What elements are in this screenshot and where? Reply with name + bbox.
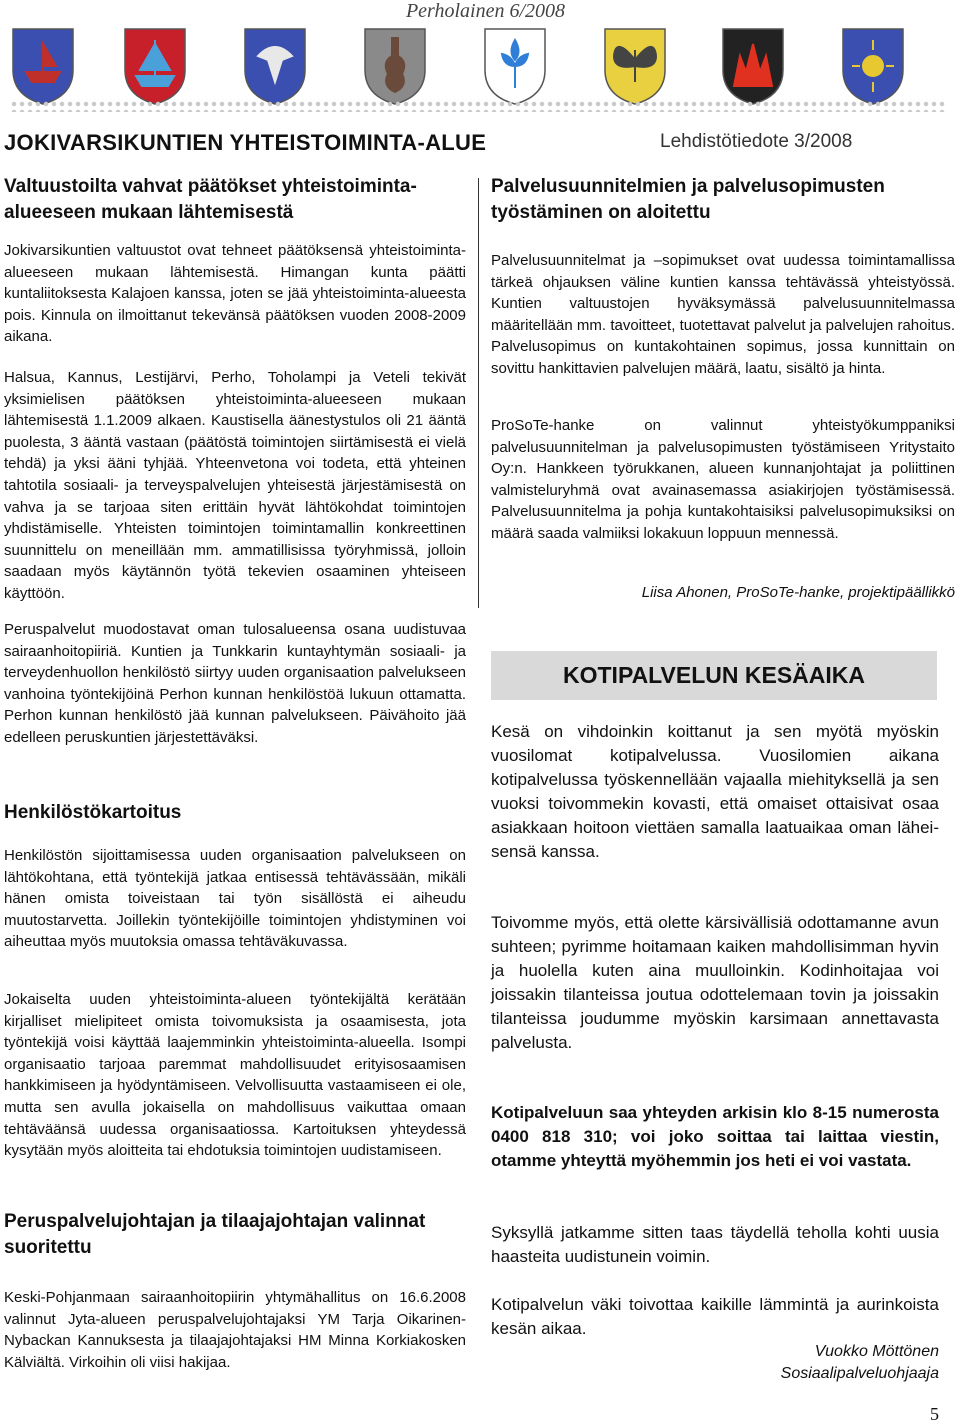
column-rule — [478, 178, 479, 608]
left-paragraph-5: Jokaiselta uuden yhteistoiminta-alueen työntekijältä kerätään kirjalliset mielipiteet omista toivomuksista ja osaamisesta, jota työntekijä voisi käyttää laajemminkin yhteistoiminta-alueella. Isompi organisaatio tarjoaa paremmat mahdollisuudet erityisosaamisen hankkimiseen ja hyödyntämiseen. Velvollisuutta vastaamiseen ei ole, mutta sen avulla jokaisella on mahdollisuus vaikuttaa omaan tehtäväänsä uudessa organisaatiossa. Kartoituksen yhteydessä kysytään myös aloitteita tai ehdotuksia toimintojen uudistamiseen. — [4, 991, 466, 1160]
left-heading-3: Peruspalvelujohtajan ja tilaajajohtajan valinnat suoritettu — [4, 1211, 426, 1258]
crest-ship-icon — [122, 26, 188, 106]
crest-butterfly-icon — [602, 26, 668, 106]
main-title: JOKIVARSIKUNTIEN YHTEISTOIMINTA-ALUE — [4, 130, 487, 155]
crest-sun-icon — [840, 26, 906, 106]
right-paragraph-1: Palvelusuunnitelmat ja –sopimukset ovat uudessa toimintamallissa tärkeä ohjauksen väline kuntien kanssa tehtävässä yhteistyössä. Kuntien valtuustojen hyväksymässä palvelusuunnitelmassa määritellään mm. tavoitteet, tuotettavat palvelut ja palvelujen rahoitus. Palvelusopimus on kuntakohtainen sopimus, jossa kunnittain on sovittu hankittavien palvelujen määrä, laatu, sisältö ja hinta. — [491, 252, 955, 377]
signature-name: Vuokko Möttönen — [814, 1343, 939, 1360]
crest-boat-icon — [10, 26, 76, 106]
kotipalvelu-paragraph-4: Syksyllä jatkamme sitten taas täydellä teholla kohti uusia haasteita uudistunein voimin. — [491, 1223, 939, 1266]
left-heading-2: Henkilöstökartoitus — [4, 802, 182, 823]
left-paragraph-1: Jokivarsikuntien valtuustot ovat tehneet päätöksensä yhteistoiminta-alueeseen mukaan lähtemisestä. Himangan kunta päätti kuntaliitoksesta Kalajoen kanssa, joten se jää yhteistoiminta-alueesta pois. Kinnula on ilmoittanut tekevänsä päätöksen vuoden 2008-2009 aikana. — [4, 242, 466, 346]
right-signature: Liisa Ahonen, ProSoTe-hanke, projektipäällikkö — [641, 584, 955, 601]
left-heading-1: Valtuustoilta vahvat päätökset yhteistoiminta-alueeseen mukaan lähtemisestä — [4, 176, 417, 223]
kotipalvelu-paragraph-2: Toivomme myös, että olette kärsivällisiä odottamanne avun suhteen; pyrimme hoitamaan kaiken mahdollisimman hyvin ja huolella kuten aina muulloinkin. Kodinhoitajaa voi joissakin tilanteissa joutua odottelemaan tovin ja joissakin tilanteissa joudumme myöskin karsimaan annettavasta palvelusta. — [491, 913, 939, 1052]
crest-violin-icon — [362, 26, 428, 106]
page-number: 5 — [930, 1404, 939, 1424]
kotipalvelu-paragraph-5: Kotipalvelun väki toivottaa kaikille lämmintä ja aurinkoista kesän aikaa. — [491, 1295, 939, 1338]
running-head: Perholainen 6/2008 — [405, 0, 565, 22]
crest-row — [10, 26, 946, 108]
crest-flower-icon — [482, 26, 548, 106]
box-title-text: KOTIPALVELUN KESÄAIKA — [563, 662, 865, 688]
left-paragraph-4: Henkilöstön sijoittamisessa uuden organisaation palvelukseen on lähtökohtana, että työntekijä jatkaa entisessä tehtävässään, mikäli hänen omista toiveistaan tai työn sisällöstä ei aiheudu muutostarvetta. Joillekin työntekijöille toimintojen yhdistyminen voi aiheuttaa myös muutoksia omassa tehtäväkuvassa. — [4, 847, 466, 951]
crest-bird-icon — [242, 26, 308, 106]
kotipalvelu-contact: Kotipalveluun saa yhteyden arkisin klo 8-15 numerosta 0400 818 310; voi joko soittaa tai laittaa viestin, otamme yhteyttä myöhemmin jos heti ei voi vastata. — [491, 1103, 939, 1170]
left-paragraph-3: Peruspalvelut muodostavat oman tulosalueensa osana uudistuvaa sairaanhoitopiiriä. Kuntien ja Tunkkarin kuntayhtymän sosiaali- ja terveydenhuollon henkilöstö siirtyy uuden organisaation palvelukseen vanhoina työntekijöinä Perhon kunnan henkilöstöä lukuun ottamatta. Perhon kunnan henkilöstö jää kunnan palvelukseen. Päivähoito jää edelleen peruskuntien järjestettäväksi. — [4, 621, 466, 746]
left-paragraph-2: Halsua, Kannus, Lestijärvi, Perho, Toholampi ja Veteli tekivät yksimielisen päätöksen yhteistoiminta-alueeseen mukaan lähtemisestä 1.1.2009 alkaen. Kaustisella äänestystulos oli 21 ääntä puolesta, 3 ääntä vastaan (päätöstä toimintojen siirtämisestä ei vielä tehdä) ja yksi ääni tyhjää. Yhteenvetona voi todeta, että yhteinen tahtotila sosiaali- ja terveyspalvelujen yhteisestä järjestämisestä on vahva ja se tarjoaa siten erittäin hyvät lähtökohdat toimintojen yhdistämiselle. Yhteisten toimintojen toimintamallin konkreettinen suunnittelu on meneillään mm. ammatillisissa työryhmissä, jolloin saadaan myös käytännön työtä tekevien osaaminen yhteiseen käyttöön. — [4, 369, 466, 602]
right-heading-1: Palvelusuunnitelmien ja palvelusopimusten työstäminen on aloitettu — [491, 176, 885, 223]
kotipalvelu-box-title — [491, 651, 937, 700]
crest-fire-icon — [720, 26, 786, 106]
left-paragraph-6: Keski-Pohjanmaan sairaanhoitopiirin yhtymähallitus on 16.6.2008 valinnut Jyta-alueen peruspalvelujohtajaksi YM Tarja Oikarinen-Nybackan Kannuksesta ja tilaajajohtajaksi HM Minna Korkiakosken Kälviältä. Virkoihin oli viisi hakijaa. — [4, 1289, 466, 1371]
kotipalvelu-paragraph-1: Kesä on vihdoinkin koittanut ja sen myötä myöskin vuosilomat kotipalvelussa. Vuosilomien aikana kotipalvelussa työskennellään vajaalla miehityksellä ja sen vuoksi toivommekin kovasti, että omaiset ottaisivat osaa asiakkaan hoitoon viettäen samalla laatuaikaa oman lähei-sensä kanssa. — [491, 722, 939, 861]
right-paragraph-2: ProSoTe-hanke on valinnut yhteistyökumppaniksi palvelusuunnitelman ja palvelusopimusten työstämiseen Yritystaito Oy:n. Hankkeen työrukkanen, alueen kunnanjohtajat ja poliittinen valmisteluryhmä ovat avainasemassa asiakirjojen työstämisessä. Palvelusuunnitelma ja pohja kuntakohtaisiksi palvelusopimuksiksi on määrä saada valmiiksi lokakuun loppuun mennessä. — [491, 417, 955, 542]
signature-title: Sosiaalipalveluohjaaja — [780, 1365, 939, 1382]
dotted-divider — [10, 100, 946, 112]
issue-label: Lehdistötiedote 3/2008 — [660, 131, 853, 152]
